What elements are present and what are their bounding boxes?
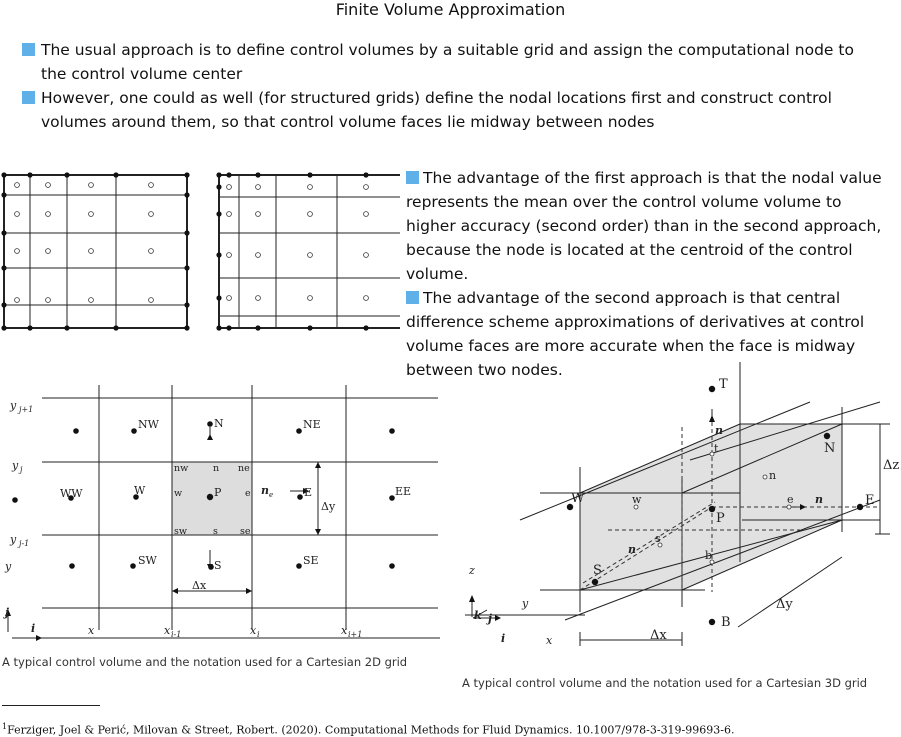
row-label: y: [5, 560, 12, 573]
x-label: x: [164, 624, 171, 637]
face-label-ne: ne: [238, 463, 250, 474]
delta-y-label: Δy: [321, 500, 336, 513]
node-label-n: N: [824, 441, 836, 456]
node-label-ww: WW: [60, 487, 83, 500]
grid-diagrams: [0, 168, 400, 336]
bullet-square-icon: [406, 291, 419, 304]
face-label-e: e: [245, 488, 251, 499]
figure-2d-control-volume: [0, 380, 450, 645]
face-label-se: se: [240, 526, 251, 537]
node-label-ne: NE: [303, 418, 321, 431]
advantage-text: The advantage of the second approach is that central difference scheme approximations of derivatives at control volume faces are more accurate when the face is midway between two nodes.: [406, 289, 865, 379]
axis-label-y: y: [522, 597, 529, 610]
x-label: x: [341, 624, 348, 637]
axis-label-i: i: [501, 632, 506, 645]
bullet-text: The usual approach is to define control volumes by a suitable grid and assign the computational node to the control volume center: [41, 41, 854, 83]
node-label-b: B: [721, 615, 731, 630]
x-label-sub: i+1: [348, 630, 363, 639]
bullet-text: However, one could as well (for structured grids) define the nodal locations first and construct control volumes around them, so that control volume faces lie midway between nodes: [41, 89, 832, 131]
node-label-sw: SW: [138, 554, 157, 567]
caption-3d: A typical control volume and the notation used for a Cartesian 3D grid: [462, 676, 868, 690]
footnote-text: Ferziger, Joel & Perić, Milovan & Street, Robert. (2020). Computational Methods for Fluid Dynamics. 10.1007/978-3-319-99693-6.: [7, 723, 735, 737]
bullet-square-icon: [22, 91, 35, 104]
x-label-sub: i: [257, 630, 260, 639]
normal-vector-sub: e: [269, 491, 274, 499]
slide-title: Finite Volume Approximation: [335, 0, 566, 19]
row-label: y: [12, 459, 19, 472]
advantage-text: The advantage of the first approach is that the nodal value represents the mean over the control volume volume to higher accuracy (second order) than in the second approach, because the node is located at the centroid of the control volume.: [406, 169, 882, 283]
row-label-sub: j-1: [19, 539, 30, 548]
x-label-sub: i-1: [171, 630, 182, 639]
face-label-t: t: [714, 442, 719, 455]
bullet-square-icon: [22, 43, 35, 56]
face-label-n: n: [769, 469, 777, 482]
x-label: x: [88, 624, 95, 637]
normal-vector-label: n: [261, 484, 269, 497]
node-label-w: W: [571, 491, 585, 506]
face-label-b: b: [705, 549, 713, 562]
footnote-mark: 1: [2, 722, 8, 731]
node-label-se: SE: [303, 554, 319, 567]
row-label-sub: j+1: [19, 405, 34, 414]
row-label: y: [10, 399, 17, 412]
footnote-rule: [2, 705, 100, 706]
bullet-item: [22, 86, 882, 134]
face-label-sw: sw: [174, 526, 188, 537]
bullet-list: [22, 38, 882, 134]
axis-label-z: z: [469, 564, 475, 577]
row-label: y: [10, 533, 17, 546]
advantage-item: [406, 166, 896, 286]
bullet-item: [22, 38, 882, 86]
axis-label-k: k: [474, 609, 482, 622]
advantages-text: [406, 166, 896, 382]
node-label-p: P: [716, 511, 725, 526]
node-label-s: S: [593, 563, 602, 578]
face-label-w: w: [174, 488, 183, 499]
node-label-s: S: [214, 559, 222, 572]
grid-cell-centered: [4, 175, 187, 328]
face-label-e: e: [787, 493, 794, 506]
normal-vector-e: n: [815, 493, 823, 506]
node-label-n: N: [214, 417, 224, 430]
face-label-n: n: [213, 463, 220, 474]
normal-vector-s: n: [628, 543, 636, 556]
row-label-sub: j: [20, 465, 23, 474]
face-label-s: s: [213, 526, 218, 537]
axis-label-i: i: [31, 622, 36, 635]
face-label-s: s: [655, 532, 661, 545]
face-label-w: w: [632, 493, 642, 506]
node-label-p: P: [214, 486, 222, 499]
node-label-e: E: [865, 493, 875, 508]
axis-label-j: j: [488, 612, 492, 625]
node-label-t: T: [719, 377, 728, 392]
normal-vector-t: n: [715, 424, 723, 437]
delta-y-label: Δy: [776, 597, 793, 612]
node-label-ee: EE: [395, 485, 412, 498]
axis-label-x: x: [546, 634, 553, 647]
delta-x-label: Δx: [650, 628, 667, 643]
node-label-w: W: [134, 484, 146, 497]
footnote: [2, 722, 734, 737]
grid-vertex-centered: [219, 175, 400, 328]
axis-label-j: j: [5, 606, 9, 619]
x-label: x: [250, 624, 257, 637]
node-label-nw: NW: [138, 418, 159, 431]
caption-2d: A typical control volume and the notation used for a Cartesian 2D grid: [2, 655, 408, 669]
bullet-square-icon: [406, 171, 419, 184]
face-label-nw: nw: [174, 463, 189, 474]
delta-z-label: Δz: [883, 458, 900, 473]
node-label-e: E: [304, 486, 313, 499]
figure-3d-control-volume: [460, 362, 901, 672]
delta-x-label: Δx: [192, 579, 207, 592]
